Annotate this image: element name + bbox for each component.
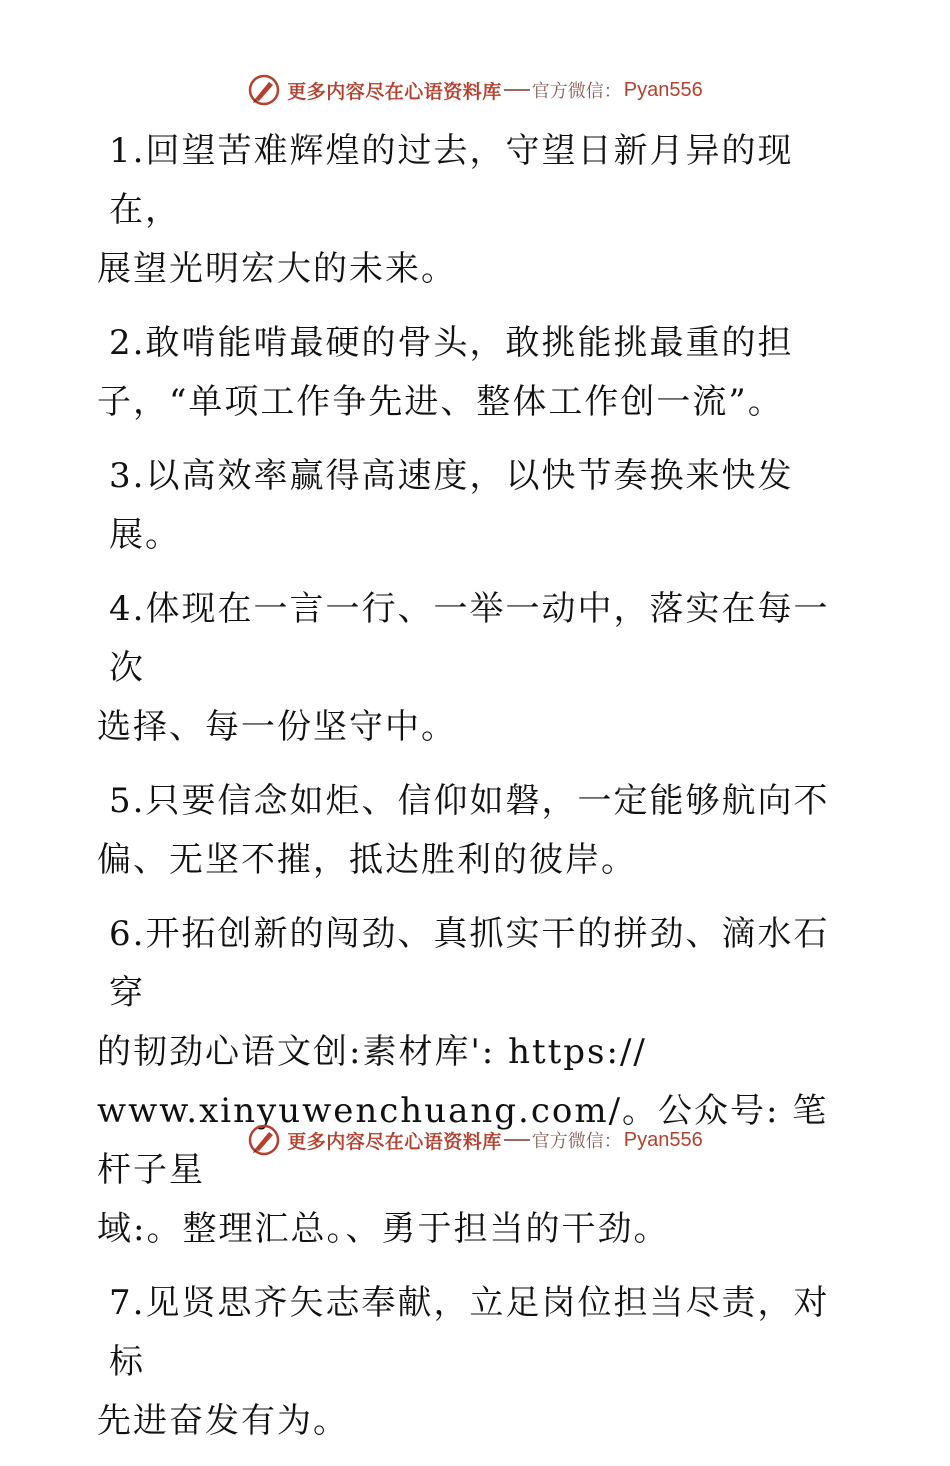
paragraph-line: 6.开拓创新的闯劲、真抓实干的拼劲、滴水石穿 xyxy=(109,914,830,1013)
paragraph-line: 2.敢啃能啃最硬的骨头，敢挑能挑最重的担 xyxy=(109,323,794,363)
paragraph-line: 展望光明宏大的未来。 xyxy=(97,249,457,289)
paragraph-2 xyxy=(97,314,837,432)
paragraph-line: 域:。整理汇总。、勇于担当的干劲。 xyxy=(97,1209,670,1249)
header-wechat-id: Pyan556 xyxy=(623,78,703,101)
paragraph-line: 选择、每一份坚守中。 xyxy=(97,707,457,747)
paragraph-3 xyxy=(97,447,837,565)
paragraph-line: 5.只要信念如炬、信仰如磐，一定能够航向不 xyxy=(109,781,830,821)
paragraph-line: 7.见贤思齐矢志奉献，立足岗位担当尽责，对标 xyxy=(109,1283,830,1382)
pen-logo-icon xyxy=(247,73,281,107)
paragraph-line: 1.回望苦难辉煌的过去，守望日新月异的现在， xyxy=(109,131,794,230)
pen-logo-icon xyxy=(247,1123,281,1157)
paragraph-6 xyxy=(97,905,837,1259)
paragraph-4 xyxy=(97,580,837,757)
paragraph-line: 子，“单项工作争先进、整体工作创一流”。 xyxy=(97,382,784,422)
footer-dash xyxy=(504,1139,530,1141)
footer-brand-text: 更多内容尽在心语资料库 xyxy=(287,1130,502,1153)
footer-banner xyxy=(0,1120,950,1160)
header-banner xyxy=(0,70,950,110)
paragraph-7 xyxy=(97,1274,837,1451)
paragraph-line: 偏、无坚不摧，抵达胜利的彼岸。 xyxy=(97,840,637,880)
header-wechat-label: 官方微信： xyxy=(531,81,622,102)
document-body xyxy=(97,122,837,1466)
paragraph-line: 先进奋发有为。 xyxy=(97,1401,349,1441)
paragraph-line: 的韧劲心语文创:素材库': https:// xyxy=(97,1032,647,1072)
paragraph-1 xyxy=(97,122,837,299)
header-brand-text: 更多内容尽在心语资料库 xyxy=(287,80,502,103)
paragraph-5 xyxy=(97,772,837,890)
paragraph-line: 4.体现在一言一行、一举一动中，落实在每一次 xyxy=(109,589,830,688)
header-dash xyxy=(504,89,530,91)
paragraph-line: www.xinyuwenchuang.com/。公众号: 笔杆子星 xyxy=(97,1091,829,1190)
footer-wechat-label: 官方微信： xyxy=(531,1131,622,1152)
paragraph-line: 3.以高效率赢得高速度，以快节奏换来快发展。 xyxy=(109,456,794,555)
footer-wechat-id: Pyan556 xyxy=(623,1128,703,1151)
